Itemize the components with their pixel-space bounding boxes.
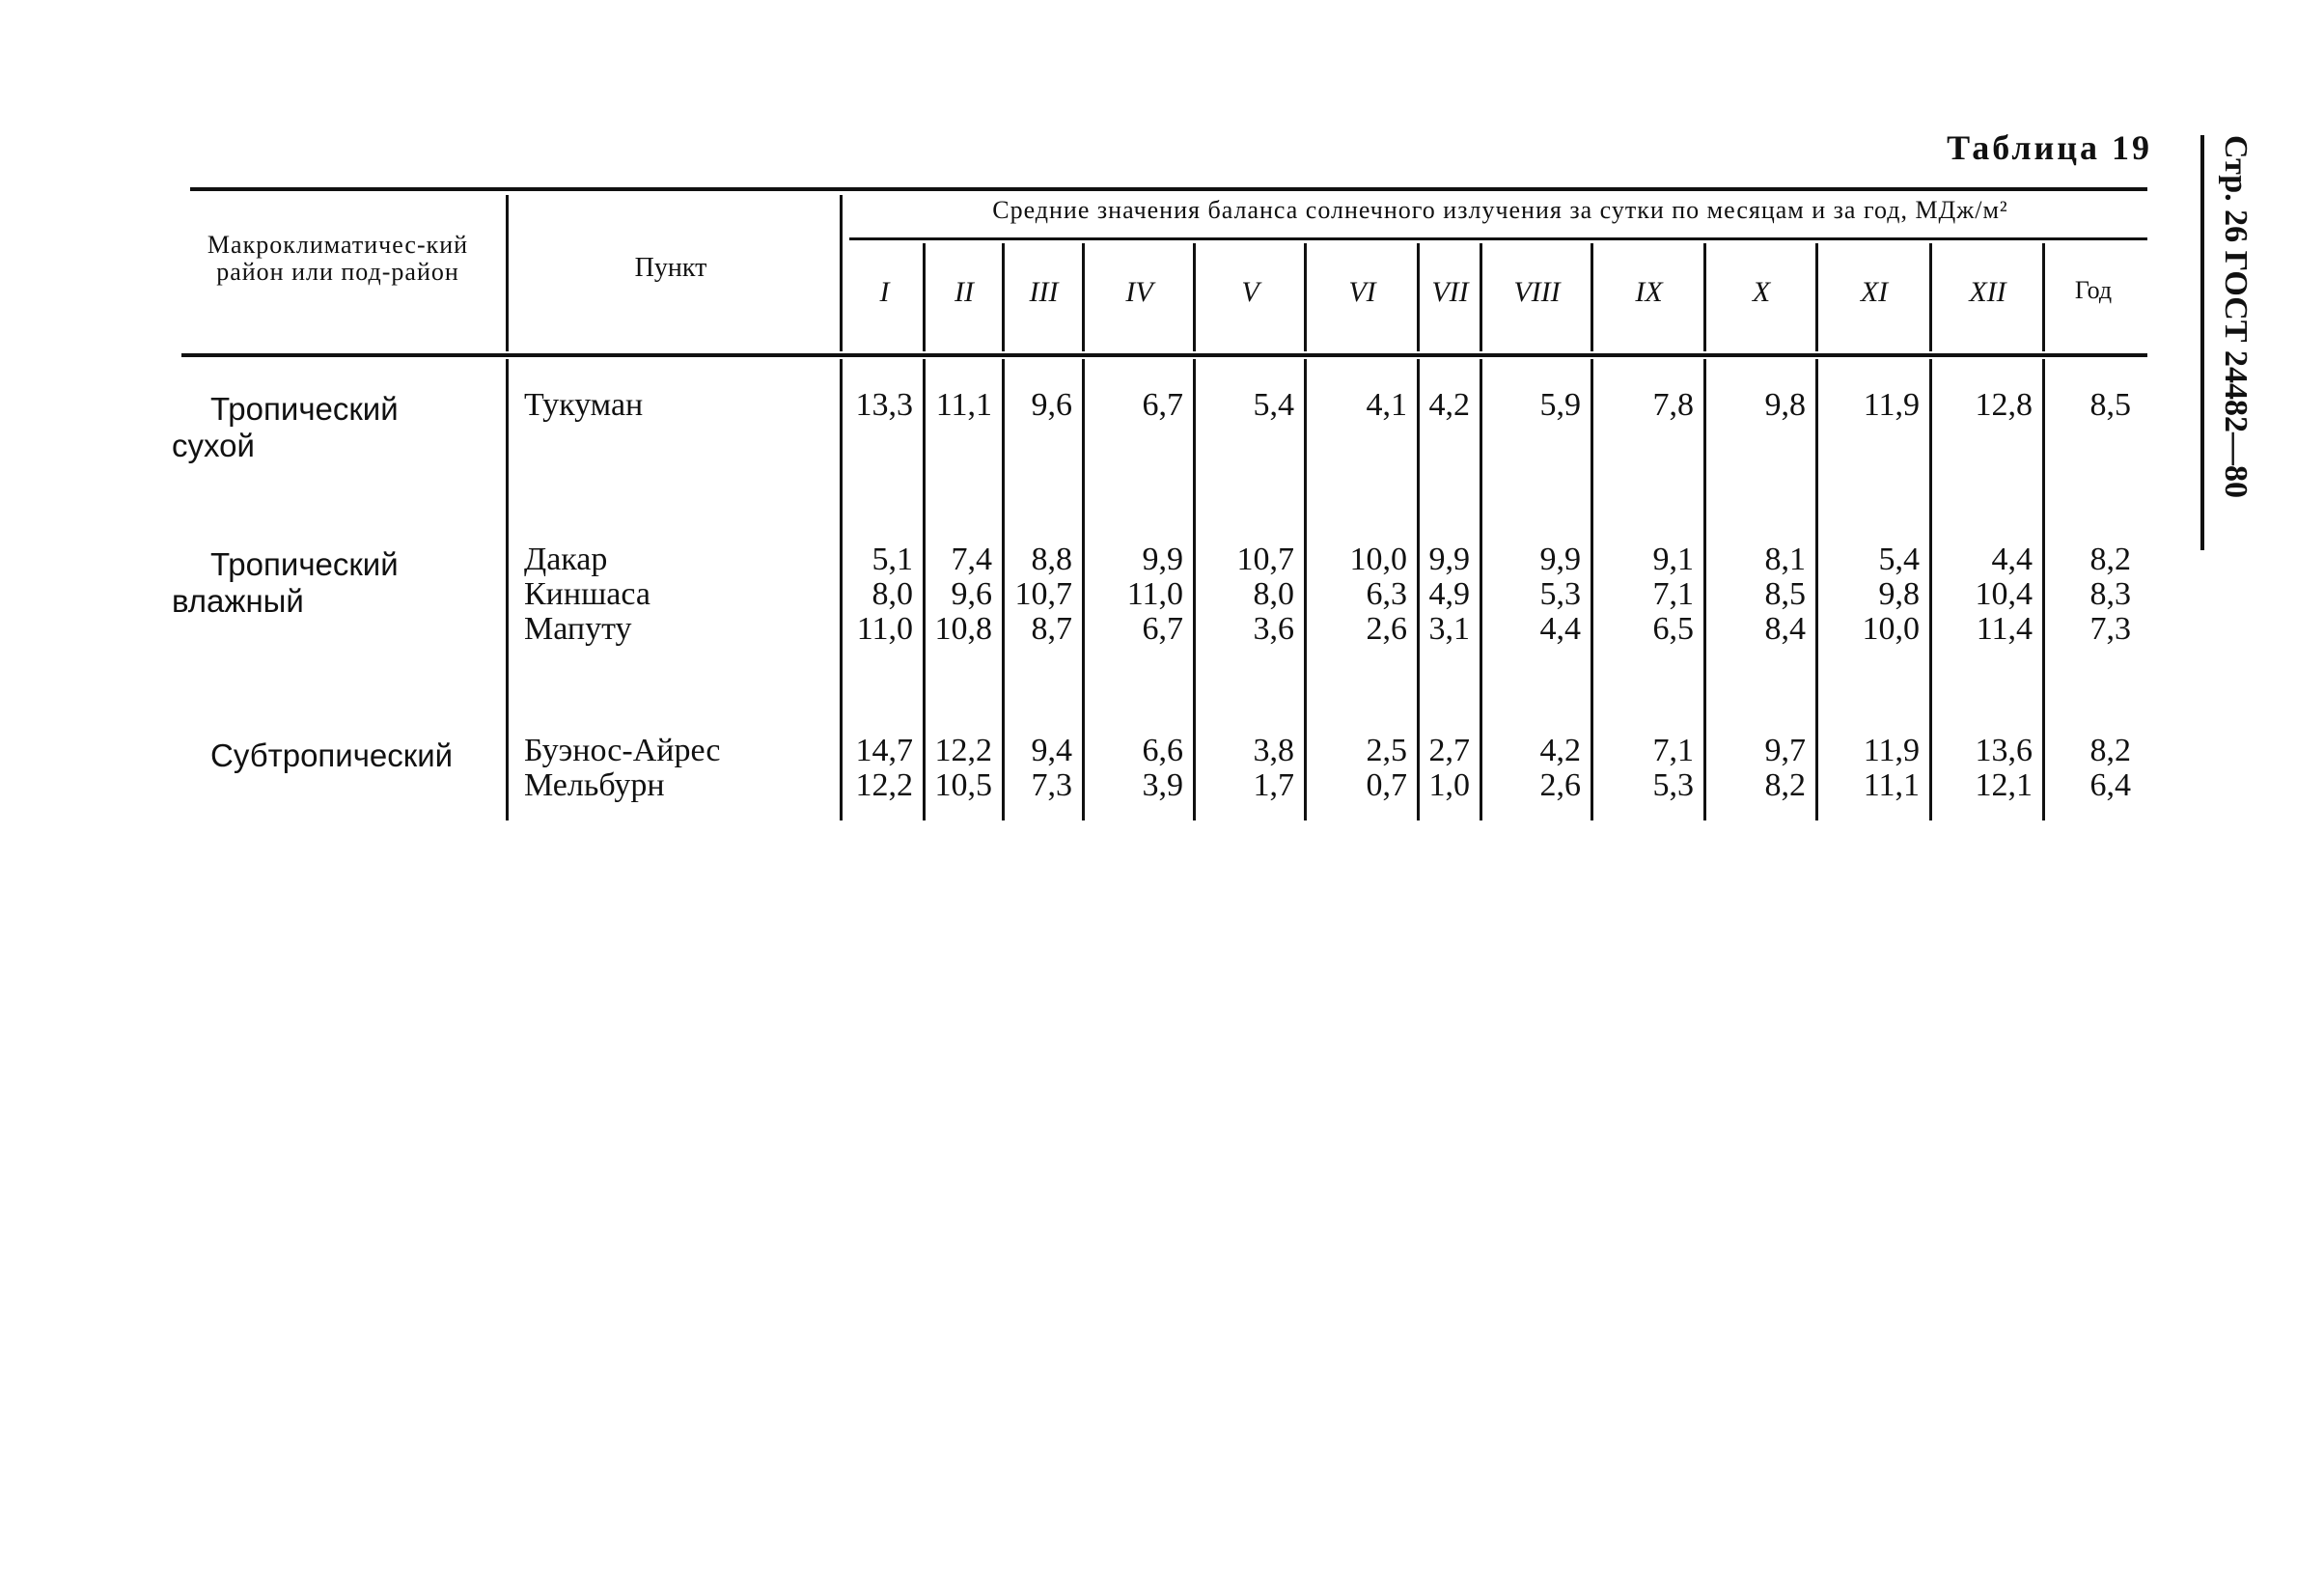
table-cell-value: 1,0 [1428, 767, 1470, 803]
table-cell-value: 2,5 [1366, 733, 1407, 768]
month-header-9: IX [1635, 276, 1663, 308]
point-name: Буэнос-Айрес [524, 733, 721, 768]
table-cell-value: 9,9 [1142, 542, 1183, 577]
point-name: Мельбурн [524, 767, 665, 803]
divider-month-header-2 [1002, 243, 1005, 351]
month-header-4: IV [1125, 276, 1153, 308]
region-label-line: Тропический [210, 546, 399, 582]
divider-month-header-11 [1929, 243, 1932, 351]
point-name: Тукуман [524, 387, 644, 423]
region-label-line: Тропический [210, 391, 399, 427]
month-header-7: VII [1431, 276, 1469, 308]
month-header-5: V [1241, 276, 1259, 308]
table-cell-value: 10,4 [1975, 576, 2033, 612]
table-cell-value: 11,1 [935, 387, 992, 423]
point-name: Дакар [524, 542, 608, 577]
table-cell-value: 3,1 [1428, 611, 1470, 647]
table-cell-value: 4,9 [1428, 576, 1470, 612]
table-cell-value: 8,2 [2089, 542, 2131, 577]
table-cell-value: 5,3 [1652, 767, 1694, 803]
table-cell-value: 5,4 [1253, 387, 1294, 423]
table-cell-value: 5,9 [1539, 387, 1581, 423]
table-cell-value: 9,1 [1652, 542, 1694, 577]
table-cell-value: 9,7 [1764, 733, 1806, 768]
side-page-header [2210, 135, 2260, 560]
table-cell-value: 13,3 [855, 387, 913, 423]
table-cell-value: 13,6 [1975, 733, 2033, 768]
table-cell-value: 14,7 [855, 733, 913, 768]
divider-month-header-1 [923, 243, 926, 351]
month-header-11: XI [1860, 276, 1889, 308]
point-column-header: Пункт [634, 253, 707, 283]
table-cell-value: 9,9 [1428, 542, 1470, 577]
divider-month-header-9 [1703, 243, 1706, 351]
header-bottom-rule [181, 353, 2147, 357]
table-cell-value: 10,0 [1862, 611, 1920, 647]
table-cell-value: 7,1 [1652, 576, 1694, 612]
table-cell-value: 5,4 [1878, 542, 1920, 577]
table-cell-value: 11,4 [1976, 611, 2033, 647]
table-cell-value: 7,4 [951, 542, 992, 577]
table-cell-value: 7,1 [1652, 733, 1694, 768]
table-cell-value: 10,5 [934, 767, 992, 803]
region-label-line: Субтропический [210, 737, 454, 773]
table-cell-value: 2,7 [1428, 733, 1470, 768]
table-cell-value: 2,6 [1539, 767, 1581, 803]
table-cell-value: 6,7 [1142, 387, 1183, 423]
table-cell-value: 10,8 [934, 611, 992, 647]
table-cell-value: 3,8 [1253, 733, 1294, 768]
region-label [172, 391, 490, 464]
table-cell-value: 8,5 [1764, 576, 1806, 612]
month-header-10: X [1752, 276, 1771, 308]
table-cell-value: 6,3 [1366, 576, 1407, 612]
table-cell-value: 8,4 [1764, 611, 1806, 647]
side-rule [2200, 135, 2204, 550]
divider-month-header-4 [1193, 243, 1196, 351]
table-cell-value: 6,4 [2089, 767, 2131, 803]
region-label-line: влажный [172, 583, 304, 619]
table-cell-value: 9,9 [1539, 542, 1581, 577]
table-cell-value: 10,7 [1236, 542, 1294, 577]
table-cell-value: 11,0 [856, 611, 913, 647]
table-cell-value: 7,3 [1031, 767, 1072, 803]
month-header-13: Год [2074, 276, 2113, 304]
table-cell-value: 1,7 [1253, 767, 1294, 803]
month-header-12: XII [1969, 276, 2006, 308]
table-cell-value: 3,6 [1253, 611, 1294, 647]
table-cell-value: 7,8 [1652, 387, 1694, 423]
divider-month-header-3 [1082, 243, 1085, 351]
table-cell-value: 4,4 [1991, 542, 2033, 577]
divider-region-point [506, 359, 509, 820]
divider-point-values-header [840, 195, 843, 351]
table-cell-value: 8,8 [1031, 542, 1072, 577]
table-cell-value: 9,8 [1878, 576, 1920, 612]
point-name: Мапуту [524, 611, 632, 647]
table-cell-value: 12,2 [855, 767, 913, 803]
point-name: Киншаса [524, 576, 650, 612]
table-cell-value: 5,1 [872, 542, 913, 577]
divider-month-header-5 [1304, 243, 1307, 351]
group-column-header: Средние значения баланса солнечного излучения за сутки по месяцам и за год, МДж/м² [992, 196, 2008, 224]
table-cell-value: 9,8 [1764, 387, 1806, 423]
table-cell-value: 8,2 [1764, 767, 1806, 803]
table-cell-value: 8,3 [2089, 576, 2131, 612]
region-label-line: сухой [172, 428, 255, 463]
table-cell-value: 10,7 [1014, 576, 1072, 612]
month-header-rule [849, 237, 2147, 240]
month-header-6: VI [1348, 276, 1376, 308]
table-cell-value: 5,3 [1539, 576, 1581, 612]
region-label [172, 546, 490, 620]
table-cell-value: 12,8 [1975, 387, 2033, 423]
table-cell-value: 2,6 [1366, 611, 1407, 647]
divider-month-header-8 [1591, 243, 1593, 351]
month-header-3: III [1029, 276, 1059, 308]
table-cell-value: 9,6 [1031, 387, 1072, 423]
divider-month-header-10 [1815, 243, 1818, 351]
divider-month-header-12 [2042, 243, 2045, 351]
table-cell-value: 11,0 [1126, 576, 1183, 612]
table-cell-value: 9,4 [1031, 733, 1072, 768]
table-cell-value: 10,0 [1349, 542, 1407, 577]
table-cell-value: 4,2 [1539, 733, 1581, 768]
table-cell-value: 6,6 [1142, 733, 1183, 768]
region-column-header: Макроклиматичес-кий район или под-район [207, 231, 469, 286]
table-cell-value: 11,9 [1863, 387, 1920, 423]
region-label [172, 737, 490, 774]
table-cell-value: 7,3 [2089, 611, 2131, 647]
table-cell-value: 4,2 [1428, 387, 1470, 423]
month-header-8: VIII [1513, 276, 1561, 308]
top-rule [190, 187, 2147, 191]
table-cell-value: 3,9 [1142, 767, 1183, 803]
month-header-1: I [879, 276, 890, 308]
table-cell-value: 12,1 [1975, 767, 2033, 803]
table-cell-value: 6,5 [1652, 611, 1694, 647]
table-cell-value: 8,1 [1764, 542, 1806, 577]
table-cell-value: 8,0 [1253, 576, 1294, 612]
table-cell-value: 12,2 [934, 733, 992, 768]
table-cell-value: 8,5 [2089, 387, 2131, 423]
table-cell-value: 11,9 [1863, 733, 1920, 768]
table-title: Таблица 19 [1947, 128, 2152, 167]
divider-month-header-6 [1417, 243, 1420, 351]
divider-point-values [840, 359, 843, 820]
month-header-2: II [954, 276, 974, 308]
table-cell-value: 8,7 [1031, 611, 1072, 647]
table-cell-value: 6,7 [1142, 611, 1183, 647]
table-cell-value: 9,6 [951, 576, 992, 612]
table-cell-value: 4,4 [1539, 611, 1581, 647]
table-cell-value: 8,2 [2089, 733, 2131, 768]
table-cell-value: 8,0 [872, 576, 913, 612]
table-cell-value: 0,7 [1366, 767, 1407, 803]
table-cell-value: 11,1 [1863, 767, 1920, 803]
divider-month-header-7 [1480, 243, 1482, 351]
divider-region-point-header [506, 195, 509, 351]
table-cell-value: 4,1 [1366, 387, 1407, 423]
side-header-text: Стр. 26 ГОСТ 24482—80 [2218, 135, 2254, 499]
